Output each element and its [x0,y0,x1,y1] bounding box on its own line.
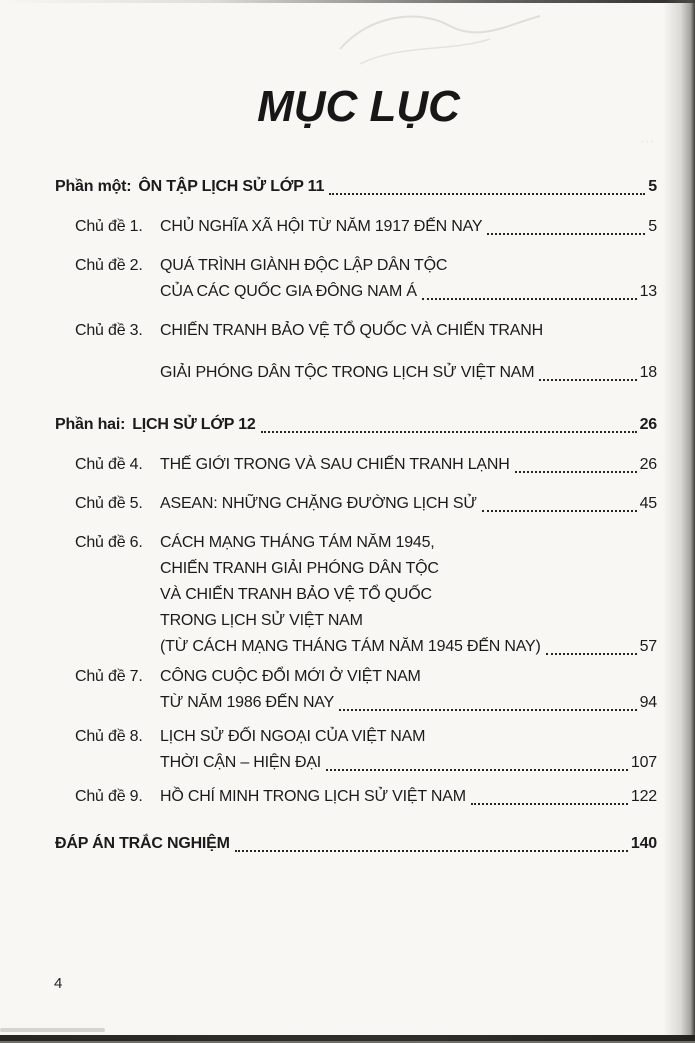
scan-edge-top [0,0,695,3]
toc-entry-line: CỦA CÁC QUỐC GIA ĐÔNG NAM Á [160,283,417,300]
toc-entry-line: CHIẾN TRANH BẢO VỆ TỔ QUỐC VÀ CHIẾN TRANH [160,322,543,339]
scan-showthrough-artifact [330,4,550,74]
toc-entry [55,452,657,478]
toc-entry-line: TỪ NĂM 1986 ĐẾN NAY [160,694,335,711]
dotted-leader [326,769,628,771]
toc-part-heading [55,174,657,200]
dotted-leader [487,233,645,235]
toc-entry [55,318,657,386]
page-number: 4 [54,975,63,992]
toc-entry-label: Chủ đề 7. [75,668,143,685]
toc-entry-line: ASEAN: NHỮNG CHẶNG ĐƯỜNG LỊCH SỬ [160,495,477,512]
toc-entry-line: CÁCH MẠNG THÁNG TÁM NĂM 1945, [160,534,435,551]
toc-entry [55,214,657,240]
toc-entry-line: CHIẾN TRANH GIẢI PHÓNG DÂN TỘC [160,560,439,577]
toc-entry [55,530,657,660]
toc-entry [55,724,657,776]
toc-page-ref: 94 [639,694,657,711]
toc-entry [55,491,657,517]
toc-entry-label: Chủ đề 4. [75,456,143,473]
toc-page-ref: 26 [639,416,657,433]
scan-mark-bottom-left [0,1028,105,1032]
page-title: MỤC LỤC [257,82,460,131]
toc-entry-label: Chủ đề 5. [75,495,143,512]
toc-entry [55,253,657,305]
toc-entry-line: THỜI CẬN – HIỆN ĐẠI [160,754,322,771]
toc-entry-line: GIẢI PHÓNG DÂN TỘC TRONG LỊCH SỬ VIỆT NAM [160,364,535,381]
toc-entry-label: Chủ đề 8. [75,728,143,745]
dotted-leader [482,510,637,512]
dotted-leader [261,431,637,433]
toc-entry-label: Chủ đề 2. [75,257,143,274]
toc-answers-heading [55,831,657,857]
toc-page-ref: 18 [639,364,657,381]
toc-entry-line: CHỦ NGHĨA XÃ HỘI TỪ NĂM 1917 ĐẾN NAY [160,218,483,235]
toc-page-ref: 45 [639,495,657,512]
toc-page-ref: 140 [630,835,657,852]
toc-page-ref: 107 [630,754,657,771]
toc-part-title: LỊCH SỬ LỚP 12 [132,416,256,433]
toc-entry-label: Chủ đề 3. [75,322,143,339]
toc-answers-title: ĐÁP ÁN TRẮC NGHIỆM [55,835,230,852]
toc-page-ref: 26 [639,456,657,473]
dotted-leader [546,653,637,655]
toc-part-prefix: Phần hai: [55,416,126,433]
dotted-leader [422,298,637,300]
toc-entry [55,784,657,810]
toc-entry-line: QUÁ TRÌNH GIÀNH ĐỘC LẬP DÂN TỘC [160,257,448,274]
toc-entry-line: THẾ GIỚI TRONG VÀ SAU CHIẾN TRANH LẠNH [160,456,510,473]
dotted-leader [235,850,628,852]
toc-page-ref: 13 [639,283,657,300]
dotted-leader [515,471,637,473]
toc-entry [55,664,657,716]
toc-entry-line: CÔNG CUỘC ĐỔI MỚI Ở VIỆT NAM [160,668,421,685]
dotted-leader [329,193,645,195]
toc-entry-line: VÀ CHIẾN TRANH BẢO VỆ TỔ QUỐC [160,586,432,603]
toc-entry-label: Chủ đề 6. [75,534,143,551]
toc-entry-label: Chủ đề 9. [75,788,143,805]
toc-entry-line: (TỪ CÁCH MẠNG THÁNG TÁM NĂM 1945 ĐẾN NAY) [160,638,541,655]
dotted-leader [539,379,636,381]
toc-part-heading [55,412,657,438]
toc-page-ref: 5 [648,218,657,235]
scan-showthrough-text: ˙˙˙ [641,140,655,152]
toc-entry-label: Chủ đề 1. [75,218,143,235]
table-of-contents [55,174,657,857]
toc-part-title: ÔN TẬP LỊCH SỬ LỚP 11 [138,178,325,195]
scan-edge-right-shadow [663,0,695,1043]
toc-entry-line: LỊCH SỬ ĐỐI NGOẠI CỦA VIỆT NAM [160,728,426,745]
dotted-leader [471,803,628,805]
toc-part-prefix: Phần một: [55,178,132,195]
dotted-leader [339,709,637,711]
toc-entry-line: TRONG LỊCH SỬ VIỆT NAM [160,612,363,629]
toc-page-ref: 5 [648,178,657,195]
toc-page-ref: 122 [630,788,657,805]
toc-page-ref: 57 [639,638,657,655]
toc-entry-line: HỒ CHÍ MINH TRONG LỊCH SỬ VIỆT NAM [160,788,466,805]
